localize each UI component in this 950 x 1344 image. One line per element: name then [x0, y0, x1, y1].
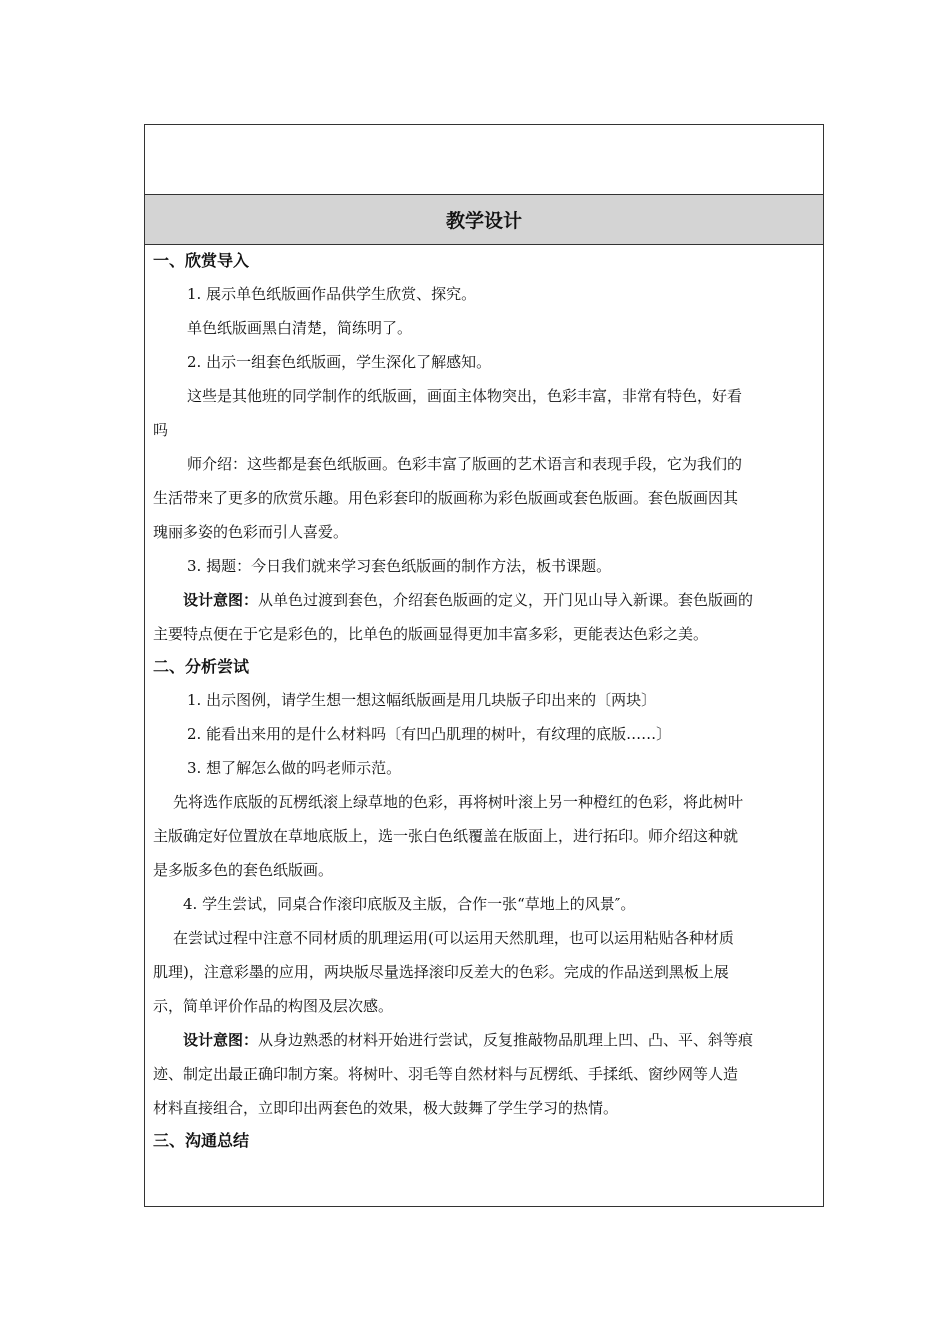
design-intent-text: 从单色过渡到套色，介绍套色版画的定义，开门见山导入新课。套色版画的 [258, 591, 754, 609]
paragraph-line: 1. 出示图例，请学生想一想这幅纸版画是用几块版子印出来的〔两块〕 [187, 691, 657, 709]
paragraph-line: 肌理)，注意彩墨的应用，两块版尽量选择滚印反差大的色彩。完成的作品送到黑板上展 [153, 963, 729, 981]
paragraph-line: 是多版多色的套色纸版画。 [153, 861, 334, 879]
paragraph-line: 师介绍：这些都是套色纸版画。色彩丰富了版画的艺术语言和表现手段，它为我们的 [187, 455, 743, 473]
lesson-table [144, 124, 824, 1207]
section-heading-3: 三、沟通总结 [153, 1131, 250, 1150]
paragraph-line: 主要特点便在于它是彩色的，比单色的版画显得更加丰富多彩，更能表达色彩之美。 [153, 625, 709, 643]
paragraph-line: 瑰丽多姿的色彩而引人喜爱。 [153, 523, 349, 541]
design-intent-text: 从身边熟悉的材料开始进行尝试，反复推敲物品肌理上凹、凸、平、斜等痕 [258, 1031, 754, 1049]
paragraph-line: 2. 能看出来用的是什么材料吗〔有凹凸肌理的树叶，有纹理的底版……〕 [187, 725, 672, 743]
design-intent-1 [153, 583, 815, 617]
paragraph-line: 单色纸版画黑白清楚，简练明了。 [187, 319, 413, 337]
paragraph-line: 3. 揭题：今日我们就来学习套色纸版画的制作方法，板书课题。 [187, 557, 612, 575]
table-header [145, 195, 823, 245]
paragraph-line: 在尝试过程中注意不同材质的肌理运用(可以运用天然肌理，也可以运用粘贴各种材质 [173, 929, 734, 947]
paragraph-line: 吗 [153, 421, 169, 439]
paragraph-line: 1. 展示单色纸版画作品供学生欣赏、探究。 [187, 285, 477, 303]
paragraph-line: 主版确定好位置放在草地底版上，选一张白色纸覆盖在版面上，进行拓印。师介绍这种就 [153, 827, 739, 845]
paragraph-line: 示，简单评价作品的构图及层次感。 [153, 997, 394, 1015]
section-heading-1: 一、欣赏导入 [153, 251, 250, 270]
paragraph-line: 生活带来了更多的欣赏乐趣。用色彩套印的版画称为彩色版画或套色版画。套色版画因其 [153, 489, 739, 507]
paragraph-line: 这些是其他班的同学制作的纸版画，画面主体物突出，色彩丰富，非常有特色，好看 [187, 387, 743, 405]
paragraph-line: 先将选作底版的瓦楞纸滚上绿草地的色彩，再将树叶滚上另一种橙红的色彩，将此树叶 [173, 793, 744, 811]
blank-top-cell [145, 125, 823, 195]
design-intent-2 [153, 1023, 815, 1057]
paragraph-line: 2. 出示一组套色纸版画，学生深化了解感知。 [187, 353, 492, 371]
header-title: 教学设计 [445, 210, 522, 232]
paragraph-line: 迹、制定出最正确印制方案。将树叶、羽毛等自然材料与瓦楞纸、手揉纸、窗纱网等人造 [153, 1065, 739, 1083]
paragraph-line: 3. 想了解怎么做的吗老师示范。 [187, 759, 402, 777]
design-intent-label: 设计意图： [183, 1031, 259, 1049]
paragraph-line: 4. 学生尝试，同桌合作滚印底版及主版，合作一张“草地上的风景″。 [183, 895, 636, 913]
section-heading-2: 二、分析尝试 [153, 657, 250, 676]
paragraph-line: 材料直接组合，立即印出两套色的效果，极大鼓舞了学生学习的热情。 [153, 1099, 619, 1117]
design-intent-label: 设计意图： [183, 591, 259, 609]
content-cell [145, 245, 823, 1157]
